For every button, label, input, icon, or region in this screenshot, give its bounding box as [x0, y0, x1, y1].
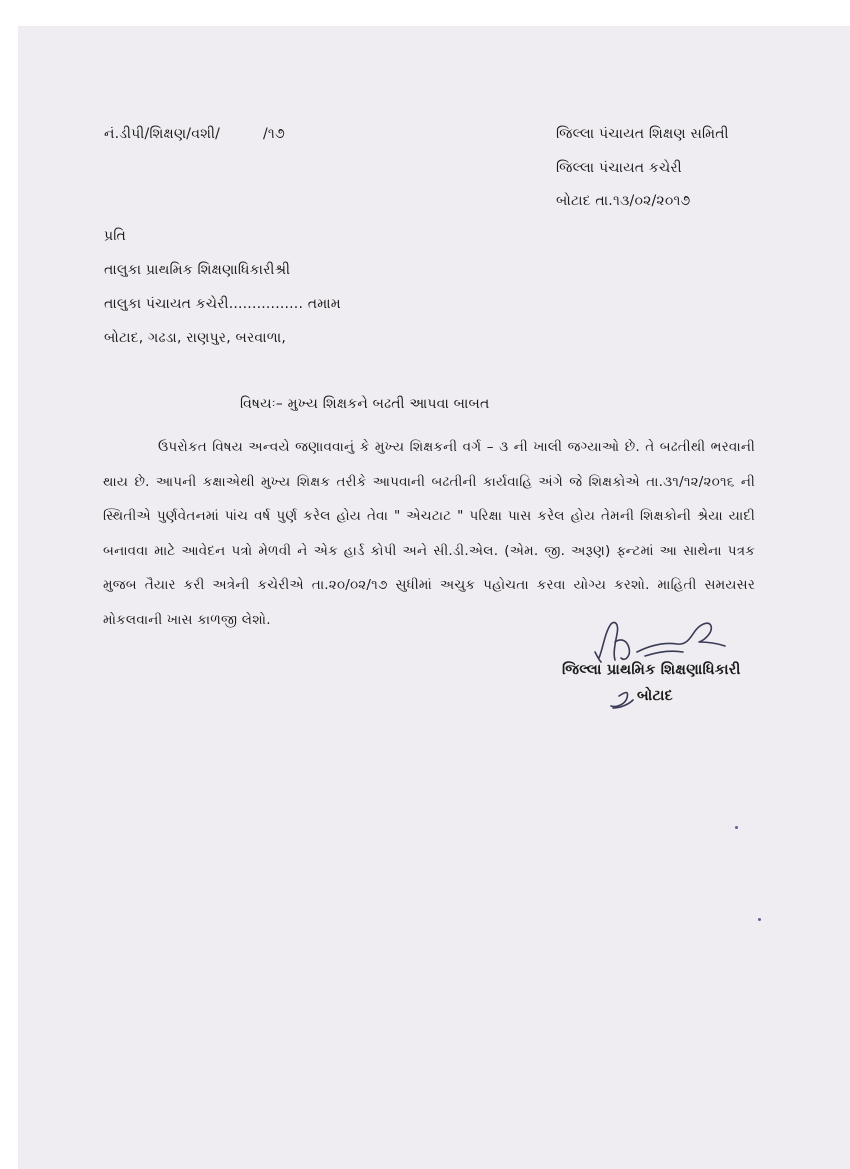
ink-speck: [758, 918, 761, 921]
signatory-place: બોટાદ: [637, 688, 673, 704]
recipient-designation: તાલુકા પ્રાથમિક શિક્ષણાધિકારીશ્રી: [104, 262, 291, 278]
recipient-prati: પ્રતિ: [104, 228, 126, 244]
body-paragraph: ઉપરોકત વિષય અન્વયે જણાવવાનું કે મુખ્ય શિક્ષકની વર્ગ – ૩ ની ખાલી જગ્યાઓ છે. તે બઢતીથી ભરવાની થાય છે. આપની કક્ષાએથી મુખ્ય શિક્ષક તરીકે આપવાની બઢતીની કાર્યવાહિ અંગે જે શિક્ષકોએ તા.૩૧/૧૨/૨૦૧૬ ની સ્થિતીએ પુર્ણવેતનમાં પાંચ વર્ષ પુર્ણ કરેલ હોય તેવા " એચટાટ " પરિક્ષા પાસ કરેલ હોય તેમની શિક્ષકોની શ્રેયા યાદી બનાવવા માટે આવેદન પત્રો મેળવી ને એક હાર્ડ કોપી અને સી.ડી.એલ. (એમ. જી. અરૂણ) ફ્ન્ટમાં આ સાથેના પત્રક મુજબ તૈયાર કરી અત્રેની કચેરીએ તા.૨૦/૦૨/૧૭ સુધીમાં અચુક પહોચતા કરવા યોગ્ય કરશો. માહિતી સમયસર મોકલવાની ખાસ કાળજી લેશો.: [103, 439, 755, 628]
ink-speck: [735, 826, 738, 829]
recipient-talukas: બોટાદ, ગઢડા, રાણપુર, બરવાળા,: [104, 330, 286, 346]
reference-suffix: /૧૭: [263, 126, 285, 142]
subject-line: વિષયઃ– મુખ્ય શિક્ષકને બઢતી આપવા બાબત: [240, 396, 490, 412]
office-name: જિલ્લા પંચાયત શિક્ષણ સમિતી: [556, 126, 729, 142]
reference-number: નં.ડીપી/શિક્ષણ/વશી/: [104, 126, 221, 142]
office-address: જિલ્લા પંચાયત કચેરી: [556, 160, 682, 176]
place-date: બોટાદ તા.૧૩/૦૨/૨૦૧૭: [556, 193, 691, 209]
signatory-title: જિલ્લા પ્રાથમિક શિક્ષણાધિકારી: [562, 662, 741, 678]
recipient-office: તાલુકા પંચાયત કચેરી................ તમામ: [104, 296, 341, 312]
